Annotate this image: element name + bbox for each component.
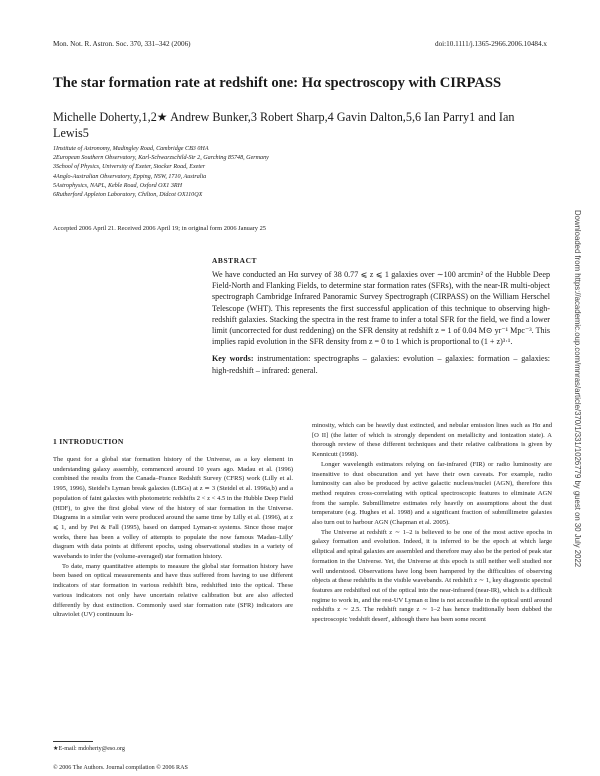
download-watermark-text: Downloaded from https://academic.oup.com/mnras/article/370/1/331/1026779 by guest on 30 July 2022 [573, 210, 582, 568]
keywords-label: Key words: [212, 354, 254, 364]
paragraph: Longer wavelength estimators relying on far-infrared (FIR) or radio luminosity are insensitive to dust obscuration and yet have their own caveats. For example, radio luminosity can also be produced by active galactic nucleus/nuclei (AGN), therefore this method requires cross-correlating with optical spectroscopic features to eliminate AGN from the sample. Submillimetre estimates rely heavily on assumptions about the dust temperature (e.g. Hughes et al. 1998) and a significant fraction of submillimetre galaxies also turn out to harbour AGN (Chapman et al. 2005). [312, 460, 552, 527]
affiliation-2: 2European Southern Observatory, Karl-Schwarzschild-Str 2, Garching 85748, Germany [53, 155, 269, 162]
abstract [212, 256, 550, 376]
footnote: ★E-mail: mdoherty@eso.org [53, 746, 125, 752]
doi[interactable]: doi:10.1111/j.1365-2966.2006.10484.x [434, 40, 547, 48]
paragraph: minosity, which can be heavily dust extincted, and nebular emission lines such as Hα and [O II] (the latter of which is strongly dependent on metallicity and ionization state). A thorough review of these different techniques and their relative calibrations is given by Kennicutt (1998). [312, 422, 552, 459]
paragraph: The Universe at redshift z ∼ 1–2 is believed to be one of the most active epochs in galaxy formation and evolution. Indeed, it is inferred to be the epoch at which large elliptical and spiral galaxies are assembled and therefore may also be the period of peak star formation in the Universe. Yet, the Universe at this epoch is still neither well studied nor well understood. Observations have long been hampered by the difficulties of observing objects at these redshifts in the visible wavebands. At redshift z ∼ 1, key diagnostic spectral features are redshifted out of the optical into the near-infrared (near-IR), which is a difficult regime to work in, and the rest-UV Lyman α line is not accessible in the optical until around redshifts z ∼ 2.5. The redshift range z ∼ 1–2 has hence traditionally been dubbed the spectroscopic 'redshift desert', although there has been some recent [312, 528, 552, 624]
acceptance-dates: Accepted 2006 April 21. Received 2006 April 19; in original form 2006 January 25 [53, 225, 266, 232]
left-column [53, 455, 293, 620]
affiliations [53, 145, 553, 200]
abstract-heading: ABSTRACT [212, 256, 258, 265]
keywords-list: instrumentation: spectrographs – galaxies: evolution – galaxies: formation – galaxies: high-redshift – infrared: general. [212, 354, 550, 375]
affiliation-5: 5Astrophysics, NAPL, Keble Road, Oxford OX1 3RH [53, 182, 183, 189]
paragraph: The quest for a global star formation history of the Universe, as a key element in understanding galaxy assembly, commenced around 10 years ago. Madau et al. (1996) combined the results from the Canada–France Redshift Survey (CFRS) work (Lilly et al. 1995, 1996), Steidel's Lyman break galaxies (LBGs) at z ≃ 3 (Steidel et al. 1996a,b) and a population of faint galaxies with photometric redshifts 2 < z < 4.5 in the Hubble Deep Field (HDF), to give the first global view of the history of star formation in the Universe. Diagrams in a similar vein were produced around the same time by Lilly et al. (1996), at z ⩽ 1, and by Pei & Fall (1995), based on damped Lyman-α systems. Since those major works, there has been a volley of attempts to populate the now famous 'Madau–Lilly' diagram with data points at different epochs, using observational studies in a variety of wavebands to infer the (volume-averaged) star formation history. [53, 456, 293, 561]
author-list: Michelle Doherty,1,2★ Andrew Bunker,3 Robert Sharp,4 Gavin Dalton,5,6 Ian Parry1 and Ian Lewis5 [53, 110, 515, 140]
section-heading: 1 INTRODUCTION [53, 437, 124, 446]
paragraph: To date, many quantitative attempts to measure the global star formation history have been based on optical measurements and have thus suffered from having to use different indicators of star formation in various redshift bins, redshifted into the optical. These various indicators not only have uncertain relative calibration but are also affected differently by dust extinction. Commonly used star formation rate (SFR) indicators are ultraviolet (UV) continuum lu- [53, 562, 293, 619]
affiliation-3: 3School of Physics, University of Exeter, Stocker Road, Exeter [53, 164, 206, 171]
abstract-body: We have conducted an Hα survey of 38 0.77 ⩽ z ⩽ 1 galaxies over ∼100 arcmin² of the Hubble Deep Field-North and Flanking Fields, to determine star formation rates (SFRs), with the near-IR multi-object spectrograph Cambridge Infrared Panoramic Survey Spectrograph (CIRPASS) on the William Herschel Telescope (WHT). This represents the first successful application of this technique to observing high-redshift galaxies. Stacking the spectra in the rest frame to infer a total SFR for the field, we find a lower limit (uncorrected for dust reddening) on the SFR density at redshift z = 1 of 0.04 M⊙ yr⁻¹ Mpc⁻³. This implies rapid evolution in the SFR density from z = 0 to 1 which is proportional to (1 + z)³·¹. [212, 270, 550, 347]
affiliation-6: 6Rutherford Appleton Laboratory, Chilton, Didcot OX110QX [53, 192, 203, 199]
keywords [212, 353, 550, 375]
journal-citation: Mon. Not. R. Astron. Soc. 370, 331–342 (2006) [53, 40, 191, 48]
affiliation-4: 4Anglo-Australian Observatory, Epping, NSW, 1710, Australia [53, 173, 207, 180]
right-column [312, 421, 552, 625]
paper-title: The star formation rate at redshift one: Hα spectroscopy with CIRPASS [53, 75, 502, 91]
footnote-rule [53, 741, 93, 742]
copyright-line: © 2006 The Authors. Journal compilation © 2006 RAS [53, 765, 188, 771]
affiliation-1: 1Institute of Astronomy, Madingley Road, Cambridge CB3 0HA [53, 146, 209, 152]
download-watermark [571, 210, 583, 610]
